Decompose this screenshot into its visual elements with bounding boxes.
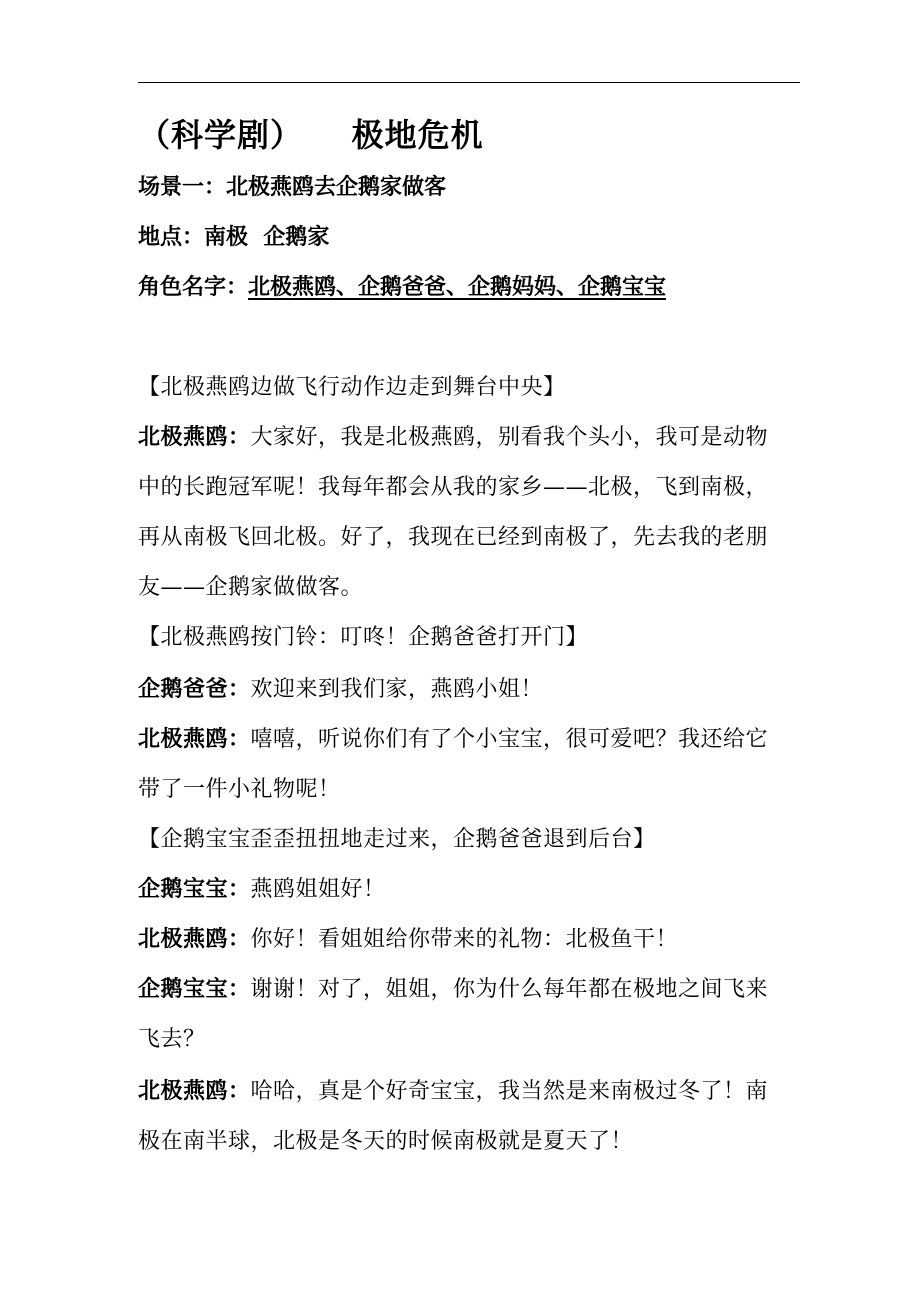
line-text: 【企鹅宝宝歪歪扭扭地走过来，企鹅爸爸退到后台】	[138, 827, 656, 852]
line-text: 带了一件小礼物呢！	[138, 777, 341, 802]
speaker-name: 北极燕鸥：	[138, 926, 251, 952]
line-text: 嘻嘻，听说你们有了个小宝宝，很可爱吧？我还给它	[250, 727, 769, 752]
speaker-name: 企鹅宝宝：	[138, 976, 251, 1002]
script-line	[138, 1074, 802, 1105]
script-line	[138, 420, 802, 451]
speaker-name: 企鹅爸爸：	[138, 676, 251, 702]
script-line	[138, 1022, 802, 1053]
line-text: 【北极燕鸥边做飞行动作边走到舞台中央】	[138, 375, 566, 400]
script-line	[138, 722, 802, 753]
location-label: 地点：	[138, 224, 205, 250]
location-value: 南极 企鹅家	[204, 224, 330, 250]
script-line	[138, 570, 802, 601]
line-text: 友——企鹅家做做客。	[138, 575, 364, 600]
script-line	[138, 772, 802, 803]
script-line	[138, 520, 802, 551]
line-text: 极在南半球，北极是冬天的时候南极就是夏天了！	[138, 1129, 634, 1154]
script-line	[138, 972, 802, 1003]
location-line	[138, 220, 329, 251]
line-text: 燕鸥姐姐好！	[250, 877, 386, 902]
characters-value: 北极燕鸥、企鹅爸爸、企鹅妈妈、企鹅宝宝	[248, 274, 667, 300]
script-line	[138, 620, 802, 651]
characters-label: 角色名字：	[138, 274, 249, 300]
scene-value: 北极燕鸥去企鹅家做客	[226, 174, 447, 200]
line-text: 谢谢！对了，姐姐，你为什么每年都在极地之间飞来	[250, 977, 769, 1002]
line-text: 你好！看姐姐给你带来的礼物：北极鱼干！	[250, 927, 679, 952]
script-line	[138, 822, 802, 853]
line-text: 【北极燕鸥按门铃：叮咚！企鹅爸爸打开门】	[138, 625, 589, 650]
speaker-name: 北极燕鸥：	[138, 726, 251, 752]
script-line	[138, 872, 802, 903]
speaker-name: 北极燕鸥：	[138, 1078, 251, 1104]
script-line	[138, 370, 802, 401]
line-text: 大家好，我是北极燕鸥，别看我个头小，我可是动物	[250, 425, 769, 450]
line-text: 中的长跑冠军呢！我每年都会从我的家乡——北极，飞到南极，	[138, 475, 769, 500]
line-text: 再从南极飞回北极。好了，我现在已经到南极了，先去我的老朋	[138, 525, 769, 550]
scene-label: 场景一：	[138, 174, 227, 200]
script-line	[138, 470, 802, 501]
script-line	[138, 672, 802, 703]
page-title: （科学剧） 极地危机	[138, 116, 484, 154]
header-rule	[138, 82, 800, 83]
characters-line	[138, 270, 666, 301]
speaker-name: 企鹅宝宝：	[138, 876, 251, 902]
script-line	[138, 1124, 802, 1155]
line-text: 哈哈，真是个好奇宝宝，我当然是来南极过冬了！南	[250, 1079, 769, 1104]
speaker-name: 北极燕鸥：	[138, 424, 251, 450]
line-text: 欢迎来到我们家，燕鸥小姐！	[250, 677, 544, 702]
scene-line	[138, 170, 446, 201]
script-line	[138, 922, 802, 953]
line-text: 飞去？	[138, 1027, 206, 1052]
